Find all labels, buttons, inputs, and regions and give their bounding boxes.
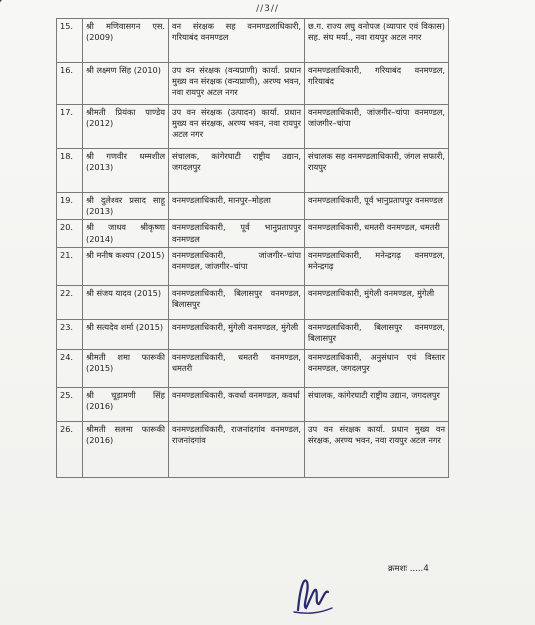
new-posting: वनमण्डलाधिकारी, बिलासपुर वनमण्डल, बिलासपुर <box>305 319 449 349</box>
current-posting: वनमण्डलाधिकारी, राजनांदगांव वनमण्डल, राजनांदगांव <box>169 421 305 477</box>
serial-number: 22. <box>57 285 83 319</box>
serial-number: 24. <box>57 349 83 387</box>
table-row <box>57 220 449 247</box>
table-row <box>57 63 449 105</box>
table-row <box>57 247 449 285</box>
officer-name: श्री चूड़ामणी सिंह (2016) <box>83 387 169 421</box>
serial-number: 16. <box>57 63 83 105</box>
new-posting: संचालक, कांगेरघाटी राष्ट्रीय उद्यान, जगदलपुर <box>305 387 449 421</box>
current-posting: वनमण्डलाधिकारी, मानपुर–मोहला <box>169 193 305 220</box>
table-row <box>57 19 449 63</box>
officer-name: श्री दुलेश्वर प्रसाद साहू (2013) <box>83 193 169 220</box>
officer-name: श्रीमती सलमा फारूकी (2016) <box>83 421 169 477</box>
new-posting: वनमण्डलाधिकारी, मुंगेली वनमण्डल, मुंगेली <box>305 285 449 319</box>
new-posting: उप वन संरक्षक कार्या. प्रधान मुख्य वन संरक्षक, अरण्य भवन, नवा रायपुर अटल नगर <box>305 421 449 477</box>
new-posting: वनमण्डलाधिकारी, जांजगीर–चांपा वनमण्डल, जांजगीर–चांपा <box>305 105 449 149</box>
officer-name: श्री मनीष कश्यप (2015) <box>83 247 169 285</box>
current-posting: उप वन संरक्षक (उत्पादन) कार्या. प्रधान मुख्य वन संरक्षक, अरण्य भवन, नवा रायपुर अटल नगर <box>169 105 305 149</box>
officer-name: श्री मणिवासगन एस. (2009) <box>83 19 169 63</box>
new-posting: वनमण्डलाधिकारी, मनेन्द्रगढ़ वनमण्डल, मनेन्द्रगढ़ <box>305 247 449 285</box>
serial-number: 18. <box>57 149 83 193</box>
serial-number: 15. <box>57 19 83 63</box>
officer-name: श्रीमती प्रियंका पाण्डेय (2012) <box>83 105 169 149</box>
serial-number: 20. <box>57 220 83 247</box>
table-row <box>57 285 449 319</box>
serial-number: 19. <box>57 193 83 220</box>
current-posting: वन संरक्षक सह वनमण्डलाधिकारी, गरियाबंद वनमण्डल <box>169 19 305 63</box>
current-posting: वनमण्डलाधिकारी, जांजगीर–चांपा वनमण्डल, जांजगीर–चांपा <box>169 247 305 285</box>
table-row <box>57 105 449 149</box>
table-row <box>57 421 449 477</box>
current-posting: संचालक, कांगेरघाटी राष्ट्रीय उद्यान, जगदलपुर <box>169 149 305 193</box>
new-posting: संचालक सह वनमण्डलाधिकारी, जंगल सफारी, रायपुर <box>305 149 449 193</box>
table-row <box>57 193 449 220</box>
table-row <box>57 349 449 387</box>
table-row <box>57 319 449 349</box>
current-posting: वनमण्डलाधिकारी, पूर्व भानुप्रतापपुर वनमण्डल <box>169 220 305 247</box>
officer-name: श्री जाधव श्रीकृष्णा (2014) <box>83 220 169 247</box>
officer-name: श्रीमती शमा फारूकी (2015) <box>83 349 169 387</box>
serial-number: 17. <box>57 105 83 149</box>
serial-number: 25. <box>57 387 83 421</box>
current-posting: वनमण्डलाधिकारी, धमतरी वनमण्डल, धमतरी <box>169 349 305 387</box>
table-row <box>57 387 449 421</box>
table-row <box>57 149 449 193</box>
new-posting: वनमण्डलाधिकारी, पूर्व भानुप्रतापपुर वनमण्डल <box>305 193 449 220</box>
officer-name: श्री संजय यादव (2015) <box>83 285 169 319</box>
transfer-table <box>56 18 449 478</box>
officer-name: श्री सत्यदेव शर्मा (2015) <box>83 319 169 349</box>
new-posting: वनमण्डलाधिकारी, गरियाबंद वनमण्डल, गरियाबंद <box>305 63 449 105</box>
new-posting: छ.ग. राज्य लघु वनोपज (व्यापार एवं विकास) सह. संघ मर्या., नवा रायपुर अटल नगर <box>305 19 449 63</box>
signature-icon <box>288 568 338 618</box>
officer-name: श्री गणवीर धम्मशील (2013) <box>83 149 169 193</box>
serial-number: 23. <box>57 319 83 349</box>
continued-note: क्रमशः .....4 <box>388 564 429 574</box>
current-posting: उप वन संरक्षक (वन्यप्राणी) कार्या. प्रधान मुख्य वन संरक्षक (वन्यप्राणी), अरण्य भवन, नवा रायपुर अटल नगर <box>169 63 305 105</box>
current-posting: वनमण्डलाधिकारी, कवर्धा वनमण्डल, कवर्धा <box>169 387 305 421</box>
current-posting: वनमण्डलाधिकारी, मुंगेली वनमण्डल, मुंगेली <box>169 319 305 349</box>
serial-number: 26. <box>57 421 83 477</box>
serial-number: 21. <box>57 247 83 285</box>
officer-name: श्री लक्ष्मण सिंह (2010) <box>83 63 169 105</box>
page-number: //3// <box>256 4 279 14</box>
new-posting: वनमण्डलाधिकारी, अनुसंधान एवं विस्तार वनमण्डल, जगदलपुर <box>305 349 449 387</box>
current-posting: वनमण्डलाधिकारी, बिलासपुर वनमण्डल, बिलासपुर <box>169 285 305 319</box>
new-posting: वनमण्डलाधिकारी, धमतरी वनमण्डल, धमतरी <box>305 220 449 247</box>
